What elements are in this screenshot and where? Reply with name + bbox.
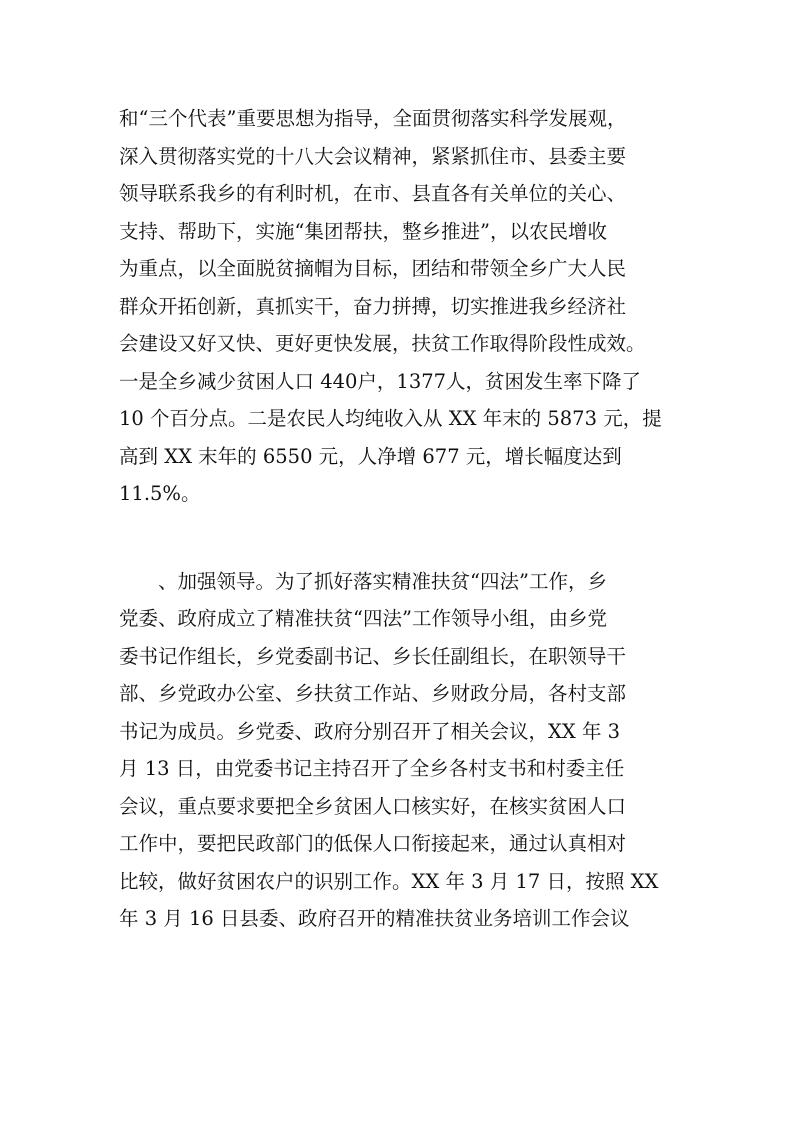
- paragraph-line: 10 个百分点。二是农民人均纯收入从 XX 年末的 5873 元，提: [119, 407, 662, 430]
- document-body: [119, 100, 684, 938]
- paragraph-2: [119, 563, 684, 938]
- paragraph-line: 群众开拓创新，真抓实干，奋力拼搏，切实推进我乡经济社: [119, 294, 627, 318]
- paragraph-line: 领导联系我乡的有利时机，在市、县直各有关单位的关心、: [119, 182, 627, 205]
- paragraph-line: 和“三个代表”重要思想为指导，全面贯彻落实科学发展观，: [119, 107, 627, 130]
- paragraph-line: 支持、帮助下，实施“集团帮扶，整乡推进”，以农民增收: [119, 219, 607, 243]
- paragraph-1: [119, 100, 684, 513]
- paragraph-line: 书记为成员。乡党委、政府分别召开了相关会议，XX 年 3: [119, 719, 621, 743]
- paragraph-line: 会议，重点要求要把全乡贫困人口核实好，在核实贫困人口: [119, 794, 627, 818]
- paragraph-line: 比较，做好贫困农户的识别工作。XX 年 3 月 17 日，按照 XX: [119, 869, 659, 893]
- paragraph-line: 、加强领导。为了抓好落实精准扶贫“四法”工作，乡: [119, 569, 607, 593]
- paragraph-line: 11.5%。: [119, 482, 201, 505]
- paragraph-line: 会建设又好又快、更好更快发展，扶贫工作取得阶段性成效。: [119, 332, 646, 355]
- paragraph-line: 工作中，要把民政部门的低保人口衔接起来，通过认真相对: [119, 832, 627, 855]
- paragraph-line: 一是全乡减少贫困人口 440户，1377人，贫困发生率下降了: [119, 369, 642, 393]
- paragraph-line: 高到 XX 末年的 6550 元，人净增 677 元，增长幅度达到: [119, 444, 622, 468]
- paragraph-line: 委书记作组长，乡党委副书记、乡长任副组长，在职领导干: [119, 644, 627, 668]
- paragraph-line: 部、乡党政办公室、乡扶贫工作站、乡财政分局，各村支部: [119, 682, 627, 705]
- paragraph-line: 深入贯彻落实党的十八大会议精神，紧紧抓住市、县委主要: [119, 144, 627, 168]
- paragraph-line: 年 3 月 16 日县委、政府召开的精准扶贫业务培训工作会议: [119, 907, 630, 930]
- paragraph-line: 月 13 日，由党委书记主持召开了全乡各村支书和村委主任: [119, 757, 625, 780]
- paragraph-line: 为重点，以全面脱贫摘帽为目标，团结和带领全乡广大人民: [119, 257, 627, 280]
- paragraph-line: 党委、政府成立了精准扶贫“四法”工作领导小组，由乡党: [119, 607, 607, 630]
- paragraph-spacer: [119, 513, 684, 563]
